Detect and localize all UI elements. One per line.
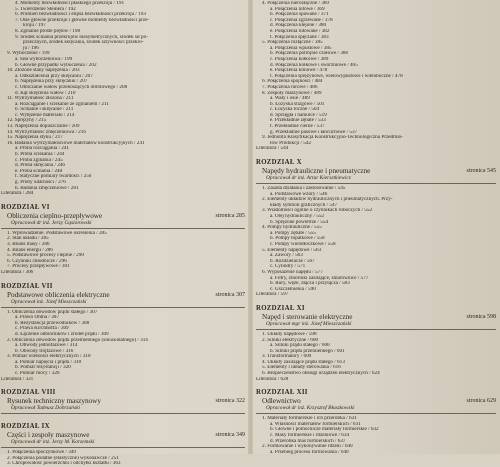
- toc-entry: c. Próba zginania / 245: [15, 157, 63, 163]
- toc-entry: 5. Elementy napędowe / 563: [262, 247, 322, 253]
- toc-entry: a. Połączenia nitowe / 369: [270, 6, 325, 12]
- left-page: [1, 1, 245, 467]
- toc-entry: Literatura / 284: [1, 191, 34, 197]
- toc-entry: b. Główne i pomocnicze materiały formierskie / 632: [270, 427, 379, 433]
- toc-entry: 6. Wyposażenie napędu / 577: [262, 269, 323, 275]
- toc-entry: 3. Chropowatość powierzchni i odchyłki kształtu / 363: [7, 461, 121, 467]
- chapter-entries: [256, 416, 496, 455]
- toc-entry: d. Łączenie odbiorników i źródeł prądu / 309: [15, 331, 109, 337]
- toc-entry: a. Pomiar napięcia i prądu / 318: [15, 359, 82, 365]
- chapter-page-ref: stronica 349: [215, 432, 245, 439]
- toc-entry: Literatura / 321: [1, 376, 34, 382]
- toc-entry: f. Połączenia spęczane / 383: [270, 34, 329, 40]
- toc-entry: b. Ścinanie i skręcanie / 211: [15, 107, 74, 113]
- toc-entry: b. Pomiar rezystancji / 320: [15, 365, 71, 371]
- toc-entry: 8. Zginanie proste prętów / 198: [15, 28, 81, 34]
- toc-entry: 3. Wiadomości ogólne o czynnikach roboczych / 552: [262, 208, 373, 214]
- chapter-block: [1, 276, 245, 383]
- toc-entry: a. Silniki prądu stałego / 600: [270, 343, 330, 349]
- chapter-author: Opracował dr inż. Krzysztof Błaszkowski: [266, 405, 355, 412]
- chapter-page-ref: stronica 307: [215, 291, 245, 298]
- chapter-page-ref: stronica 598: [466, 313, 496, 320]
- toc-entry: c. Połączenia kołkowe / 389: [270, 56, 329, 62]
- divider: [1, 307, 245, 308]
- toc-entry: a. Własności materiałów formierskich / 631: [270, 421, 361, 427]
- toc-entry: e. Próba ścinania / 248: [15, 168, 63, 174]
- right-top-section: [256, 1, 496, 152]
- chapter-title: Napędy hydrauliczne i pneumatyczne: [262, 167, 371, 176]
- chapter-block: [256, 298, 496, 382]
- toc-entry: b. Silniki prądu przemiennego / 601: [270, 348, 345, 354]
- chapter-title: Rysunek techniczny maszynowy: [7, 397, 101, 406]
- toc-entry: b. Próba ściskania / 244: [15, 152, 65, 158]
- toc-entry: 2. Elementy układów hydraulicznych i pneumatycznych. Przy-: [262, 197, 393, 203]
- toc-entry: c. Uszczelnienia / 590: [270, 286, 316, 292]
- toc-entry: 1. Połączenia spoczynkowe / 349: [7, 450, 77, 456]
- toc-entry: 5. Twierdzenie Steinera / 192: [15, 6, 76, 12]
- toc-entry: a. Olej hydrauliczny / 552: [270, 214, 325, 219]
- chapter-block: [256, 382, 496, 455]
- toc-entry: 9. Wyboczenie / 199: [7, 51, 50, 57]
- chapter-page-ref: stronica 545: [466, 168, 496, 175]
- toc-entry: b. Rozdzielacze / 567: [270, 258, 315, 264]
- toc-entry: d. Połączenia kołkowe i sworzniowe / 465: [270, 62, 358, 68]
- toc-entry: kroju / 197: [23, 23, 46, 29]
- chapter-title-row: [1, 291, 245, 299]
- chapter-author: Opracował dr inż. Jerzy M. Korzemski: [11, 439, 95, 446]
- toc-entry: b. Pompy łopatkowe / 558: [270, 236, 325, 242]
- toc-entry: a. Obwody jednofazowe / 314: [15, 343, 78, 349]
- toc-entry: c. Łożyska toczne / 504: [270, 107, 320, 113]
- toc-entry: b. Połączenia spawane / 371: [270, 12, 329, 18]
- chapter-title-row: [256, 167, 496, 175]
- toc-entry: 11. Wytrzymałość złożona / 211: [7, 96, 74, 102]
- chapter-author: Opracował Tadeusz Dobrzański: [11, 405, 80, 412]
- toc-entry: 1. Zasada działania i zastosowanie / 545: [262, 186, 346, 192]
- chapter-page-ref: stronica 285: [215, 212, 245, 219]
- chapter-author: Opracował inż. Józef Mieszczański: [11, 298, 87, 305]
- toc-entry: c. Pomiar mocy / 320: [15, 371, 60, 377]
- toc-entry: 7. Procesy przepływowe / 301: [7, 264, 70, 270]
- chapter-title-row: [1, 397, 245, 405]
- toc-entry: 9. Jednolita Klasyfikacja Konstrukcyjno-Technologiczna Przedmio-: [262, 135, 403, 141]
- toc-entry: 6. Bezpieczeństwo obsługi urządzeń elektrycznych / 624: [262, 371, 380, 377]
- toc-entry: c. Masy formierskie i rdzeniowe / 634: [270, 433, 350, 439]
- chapter-block: [1, 197, 245, 276]
- chapter-title: Podstawowe obliczenia elektryczne: [7, 290, 110, 299]
- toc-entry: 6. Promień bezwładności i elipsa bezwładności przekroju / 193: [15, 12, 146, 18]
- chapter-title: Części i zespoły maszynowe: [7, 431, 90, 440]
- toc-entry: f. Połączenia sprężynowe, wielowypustowe i wieloboczne / 478: [270, 73, 403, 79]
- toc-entry: g. Przekładnie pasowe i łańcuchowe / 537: [270, 129, 358, 135]
- toc-entry: 3. Bilans masy / 286: [7, 241, 50, 247]
- toc-entry: a. Pompy zębate / 555: [270, 230, 316, 236]
- toc-entry: kłady symboli graficznych / 547: [270, 202, 338, 208]
- chapter-block: [1, 416, 245, 467]
- toc-entry: 13. Naprężenia dopuszczalne / 209: [7, 124, 80, 130]
- toc-entry: 2. Stan układu / 285: [7, 236, 49, 242]
- toc-entry: przecznych, środek skręcania, środek sztywności przekro-: [23, 40, 144, 46]
- toc-entry: 2. Połączenia podatne (elastyczne) wykonawcze / 251: [7, 455, 119, 461]
- toc-entry: a. Przebieg procesu formowania / 640: [270, 449, 349, 455]
- toc-entry: 1. Układy napędowe / 598: [262, 331, 317, 337]
- left-top-section: [1, 1, 245, 197]
- chapter-entries: [256, 332, 496, 382]
- toc-entry: b. Sprężone powietrze / 554: [270, 219, 329, 225]
- toc-entry: b. Naprężenia przy skręcaniu / 207: [15, 79, 88, 85]
- toc-entry: 6. Czynniki chłodnicze / 296: [7, 258, 67, 264]
- chapter-title-row: [1, 212, 245, 220]
- chapter-author: Opracował mgr inż. Józef Mieszczański: [266, 320, 352, 327]
- toc-entry: f. Statyczne pomiary twardości / 250: [15, 174, 92, 180]
- toc-entry: 8. Zespoły maszynowe / 489: [262, 90, 322, 96]
- toc-entry: 5. Połączenia rozłączne / 385: [262, 40, 323, 46]
- toc-entry: 4. Momenty bezwładności płaskiego przekroju / 191: [15, 1, 125, 6]
- divider: [256, 329, 496, 330]
- toc-entry: b. Rezystancja przewodników / 308: [15, 320, 90, 326]
- chapter-author: Opracował dr inż. Jerzy Gąsiorowski: [11, 219, 92, 226]
- chapter-block: [1, 382, 245, 414]
- toc-entry: e. Połączenia lutowane / 382: [270, 28, 330, 34]
- divider: [1, 447, 245, 448]
- chapter-entries: [1, 310, 245, 383]
- toc-entry: a. Siła wyboczeniowa / 199: [15, 56, 73, 62]
- toc-entry: 1. Obliczenia obwodów prądu stałego / 307: [7, 309, 98, 315]
- toc-entry: Literatura / 306: [1, 269, 34, 275]
- toc-entry: c. Obliczanie wałów przenoszących obrotowego / 208: [15, 84, 128, 90]
- chapter-page-ref: stronica 322: [215, 398, 245, 405]
- toc-entry: d. Sprzęgła i hamulce / 519: [270, 112, 327, 118]
- toc-entry: ju / 196: [23, 45, 39, 51]
- toc-entry: b. Połączenia potrójnie czołowe / 386: [270, 51, 349, 57]
- toc-entry: 4. Połączenia nierozłączne / 369: [262, 1, 329, 6]
- toc-entry: a. Podstawowe wzory / 546: [270, 191, 328, 197]
- toc-entry: c. Pompy wielotłoczkowe / 558: [270, 241, 336, 247]
- toc-entry: 7. Połączenia rurowe / 486: [262, 84, 318, 90]
- toc-entry: Literatura / 597: [256, 292, 289, 298]
- divider: [256, 413, 496, 414]
- toc-entry: 4. Układy zasilające prądu stałego / 613: [262, 359, 345, 365]
- toc-entry: c. Prawa Kirchhoffa / 309: [15, 326, 69, 332]
- toc-entry: 9. Środek ścinania przekrojów niesymetrycznych, środek sił po-: [15, 34, 148, 40]
- chapter-title-row: [1, 431, 245, 439]
- toc-entry: c. Wytężenie materiału / 214: [15, 112, 75, 118]
- chapter-heading: ROZDZIAŁ VI: [1, 203, 50, 211]
- divider: [1, 228, 245, 229]
- toc-entry: 6. Połączenia spójności / 484: [262, 79, 323, 85]
- toc-entry: 14. Wytrzymałość zmęczeniowa / 216: [7, 129, 86, 135]
- chapter-heading: ROZDZIAŁ X: [256, 159, 302, 167]
- toc-entry: a. Połączenia wpustowe / 385: [270, 45, 332, 51]
- book-gutter: [248, 0, 253, 454]
- toc-entry: f. Przekładnie cierne / 537: [270, 124, 325, 130]
- toc-entry: 4. Pompy hydrauliczne / 555: [262, 225, 322, 231]
- left-chapters: [1, 197, 245, 467]
- toc-entry: 12. Sprężyny / 215: [7, 118, 47, 124]
- toc-entry: g. Próby udarności / 276: [15, 180, 66, 185]
- toc-entry: d. Połączenia klejone / 380: [270, 23, 327, 29]
- chapter-heading: ROZDZIAŁ VIII: [1, 389, 56, 397]
- toc-entry: Literatura / 544: [256, 146, 289, 152]
- chapter-title: Obliczenia cieplno-przepływowe: [7, 211, 103, 220]
- toc-entry: e. Połączenia klinowe / 478: [270, 68, 328, 74]
- toc-entry: b. Główne przypadki wyboczenia / 202: [15, 62, 97, 68]
- toc-entry: 7. Osie główne przekroju i główne momenty bezwładności prze-: [15, 17, 150, 23]
- toc-entry: 3. Transformatory / 609: [262, 354, 312, 360]
- toc-entry: 5. Elementy i układy sterowania / 616: [262, 365, 341, 371]
- chapter-entries: [1, 231, 245, 276]
- chapter-heading: ROZDZIAŁ IX: [1, 423, 50, 431]
- chapter-page-ref: stronica 629: [466, 398, 496, 405]
- toc-entry: 4. Bilans energii / 286: [7, 247, 53, 253]
- chapter-title-row: [256, 397, 496, 405]
- toc-entry: 1. Wprowadzenie. Podstawowe określenia / 285: [7, 230, 107, 236]
- toc-entry: tów Produkcji / 542: [270, 140, 312, 146]
- toc-entry: Literatura / 628: [256, 376, 289, 382]
- toc-entry: c. Cylindry / 571: [270, 264, 306, 270]
- chapter-author: Opracował dr inż. Artur Kiersztkiewicz: [266, 175, 351, 182]
- divider: [1, 413, 245, 414]
- chapter-heading: ROZDZIAŁ XII: [256, 389, 308, 397]
- toc-entry: a. Wały i osie / 489: [270, 96, 310, 102]
- chapter-block: [256, 152, 496, 298]
- toc-entry: 10. Złożone stany naprężenia / 203: [7, 68, 80, 74]
- toc-entry: d. Przeróbka mas formierskich / 637: [270, 438, 346, 444]
- toc-entry: 5. Podstawowe procesy cieplne / 290: [7, 253, 84, 259]
- toc-entry: c. Połączenia zgrzewane / 378: [270, 17, 333, 23]
- toc-entry: h. Badania zmęczeniowe / 281: [15, 185, 79, 191]
- toc-entry: 3. Pomiar wielkości elektrycznych / 318: [7, 354, 91, 360]
- chapter-entries: [1, 450, 245, 467]
- chapter-title-row: [256, 313, 496, 321]
- toc-entry: 2. Obliczenia obwodów prądu przemiennego (sinusoidalnego) / 314: [7, 337, 148, 343]
- toc-entry: a. Próba rozciągania / 241: [15, 146, 70, 152]
- toc-entry: d. Kąt skręcenia wałów / 210: [15, 90, 76, 96]
- toc-entry: a. Filtry, zbiorniki zasilające, smarownice / 577: [270, 275, 369, 281]
- toc-entry: a. Rozciąganie i ściskanie ze zginaniem / 211: [15, 101, 110, 107]
- toc-entry: d. Próba skręcania / 246: [15, 163, 65, 169]
- chapter-heading: ROZDZIAŁ XI: [256, 304, 305, 312]
- toc-entry: a. Zawory / 563: [270, 253, 303, 259]
- toc-entry: 2. Formowanie i wykonywanie rdzeni / 640: [262, 444, 353, 450]
- right-page: [256, 1, 496, 455]
- toc-entry: b. Łożyska ślizgowe / 501: [270, 101, 325, 107]
- chapter-heading: ROZDZIAŁ VII: [1, 282, 53, 290]
- toc-entry: 16. Badania wytrzymałościowe materiałów konstrukcyjnych / 241: [7, 140, 145, 146]
- toc-entry: b. Rury, węże, złącza i przyłącza / 583: [270, 281, 350, 287]
- toc-entry: e. Przekładnie zębate / 533: [270, 118, 326, 124]
- chapter-entries: [256, 186, 496, 298]
- divider: [256, 183, 496, 184]
- toc-entry: b. Obwody trójfazowe / 316: [15, 348, 74, 354]
- chapter-title: Odlewnictwo: [262, 397, 301, 406]
- chapter-title: Napęd i sterowanie elektryczne: [262, 312, 353, 321]
- toc-entry: 2. Silniki elektryczne / 600: [262, 337, 319, 343]
- toc-entry: 15. Naprężenia styku / 217: [7, 135, 63, 141]
- toc-entry: a. Odkształcenia przy skręcaniu / 207: [15, 73, 93, 79]
- right-chapters: [256, 152, 496, 455]
- toc-entry: a. Prawo Ohma / 307: [15, 315, 59, 321]
- toc-entry: 1. Materiały formierskie i ich przeróbka / 631: [262, 416, 357, 422]
